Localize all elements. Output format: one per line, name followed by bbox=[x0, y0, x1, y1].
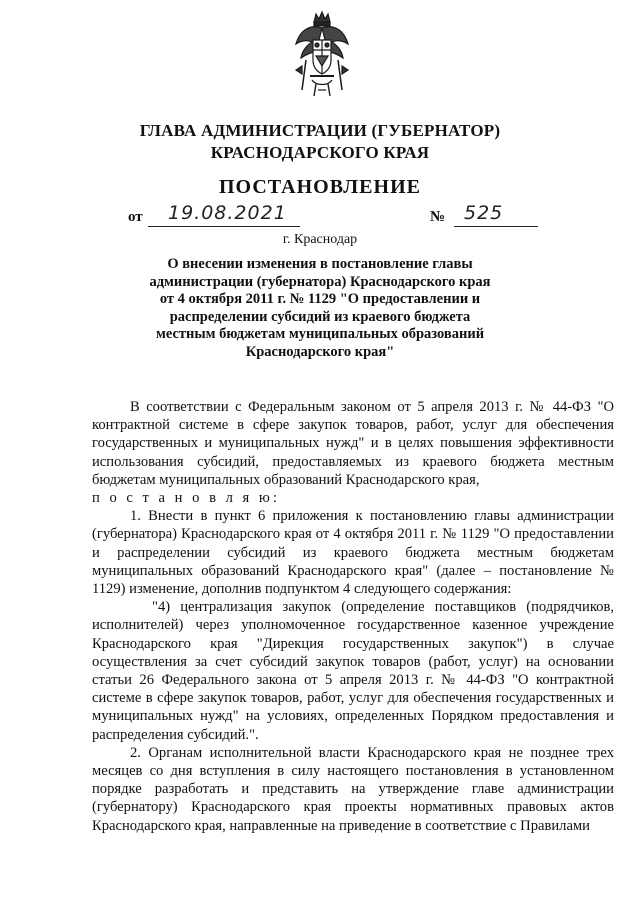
decree-word: п о с т а н о в л я ю: bbox=[92, 490, 280, 507]
date-number-row bbox=[128, 203, 538, 231]
date-value-handwritten: 19.08.2021 bbox=[168, 202, 287, 224]
decree-subject bbox=[120, 256, 520, 361]
decree-body bbox=[92, 398, 614, 835]
date-underline bbox=[148, 226, 300, 227]
subject-line: местным бюджетам муниципальных образований bbox=[155, 326, 485, 342]
subject-line: от 4 октября 2011 г. № 1129 "О предоставлении и bbox=[159, 291, 481, 307]
subject-line: администрации (губернатора) Краснодарского края bbox=[149, 273, 491, 290]
number-value-handwritten: 525 bbox=[464, 202, 504, 224]
item-2-paragraph: 2. Органам исполнительной власти Краснодарского края не позднее трех месяцев со дня вступления в силу настоящего постановления в установленном порядке разработать и представить на утверждение главе администрации (губернатору) Краснодарского края проекты нормативных правовых актов Краснодарского края, направленные на приведение в соответствие с Правилами bbox=[92, 744, 614, 834]
coat-of-arms-emblem bbox=[292, 10, 352, 98]
subject-line: О внесении изменения в постановление главы bbox=[167, 256, 473, 272]
subject-line: Краснодарского края" bbox=[245, 343, 395, 360]
authority-heading bbox=[60, 120, 580, 164]
subitem-4-paragraph: "4) централизация закупок (определение поставщиков (подрядчиков, исполнителей) через уполномоченное государственное казенное учреждение Краснодарского края "Дирекция государственных закупок") в случае осуществления за счет субсидий закупок товаров (работ, услуг) на основании статьи 26 Федерального закона от 5 апреля 2013 г. № 44-ФЗ "О контрактной системе в сфере закупок товаров, работ, услуг для обеспечения государственных и муниципальных нужд" на условиях, определенных Порядком предоставления и распределения субсидий.". bbox=[92, 599, 614, 743]
number-label: № bbox=[430, 209, 446, 225]
authority-line-2: КРАСНОДАРСКОГО КРАЯ bbox=[210, 143, 430, 162]
date-label: от bbox=[128, 209, 143, 225]
city-line: г. Краснодар bbox=[282, 232, 358, 247]
item-1-paragraph: 1. Внести в пункт 6 приложения к постановлению главы администрации (губернатора) Краснодарского края от 4 октября 2011 г. № 1129 "О предоставлении и распределении субсидий из краевого бюджета местным бюджетам муниципальных образований Краснодарского края" (далее – постановление № 1129) изменение, дополнив подпунктом 4 следующего содержания: bbox=[92, 508, 614, 598]
preamble-paragraph: В соответствии с Федеральным законом от 5 апреля 2013 г. № 44-ФЗ "О контрактной системе в сфере закупок товаров, работ, услуг для обеспечения государственных и муниципальных нужд" и в целях повышения эффективности использования субсидий, предоставляемых из краевого бюджета местным бюджетам муниципальных образований Краснодарского края, bbox=[92, 399, 614, 488]
document-type-title: ПОСТАНОВЛЕНИЕ bbox=[219, 176, 421, 198]
subject-line: распределении субсидий из краевого бюджета bbox=[169, 308, 471, 325]
authority-line-1: ГЛАВА АДМИНИСТРАЦИИ (ГУБЕРНАТОР) bbox=[139, 121, 501, 140]
number-underline bbox=[454, 226, 538, 227]
